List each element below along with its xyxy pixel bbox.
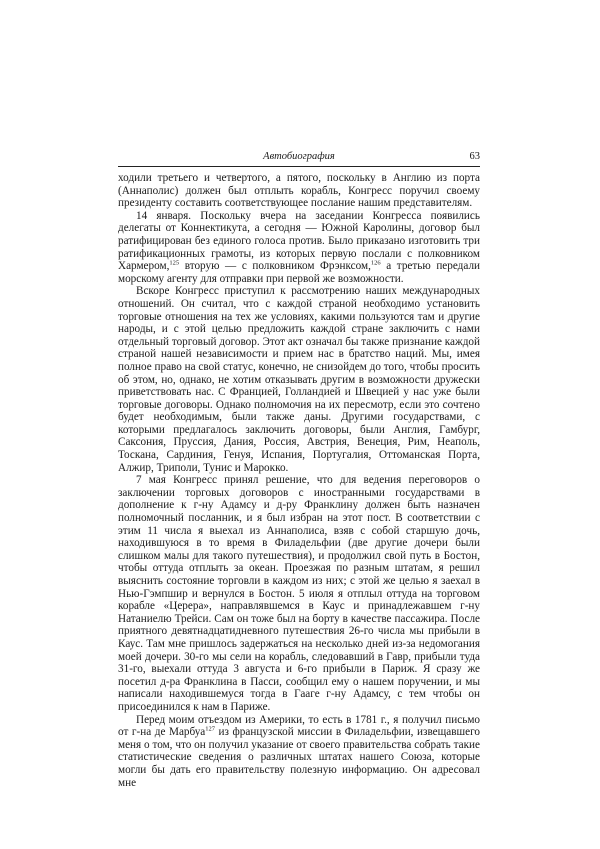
paragraph-january-14: 14 января. Поскольку вчера на заседании Конгресса появились делегаты от Коннектикута, а сегодня — Южной Каролины, договор был ратифицирован без единого голоса против. Было приказано изготовить три ратификационных грамоты, из которых первую послали с полковником Хармером,$^{125}$ вторую — с полковником Фрэнксом,$^{126}$ а третью передали морскому агенту для отправки при первой же возможности. (118, 209, 481, 285)
running-header (118, 150, 480, 167)
paragraph-international-relations: Вскоре Конгресс приступил к рассмотрению наших международных отношений. Он считал, что с каждой страной необходимо установить торговые отношения на тех же условиях, какими пользуются там и другие народы, и с этой целью предложить каждой стране заключить с нами отдельный торговый договор. Этот акт означал бы также признание каждой страной нашей независимости и прием нас в братство наций. Мы, имея полное право на свой статус, конечно, не снизойдем до того, чтобы просить об этом, но, однако, не хотим отказывать другим в возможности дружески приветствовать нас. С Францией, Голландией и Швецией у нас уже были торговые договоры. Однако полномочия на их пересмотр, если это сочтено будет необходимым, были также даны. Другими государствами, с которыми предлагалось заключить договоры, были Англия, Гамбург, Саксония, Пруссия, Дания, Россия, Австрия, Венеция, Рим, Неаполь, Тоскана, Сардиния, Генуя, Испания, Португалия, Оттоманская Порта, Алжир, Триполи, Тунис и Марокко. (118, 285, 480, 474)
paragraph-before-departure: Перед моим отъездом из Америки, то есть в 1781 г., я получил письмо от г-на де Марбуа$^{127}$ из французской миссии в Филадельфии, извещавшего меня о том, что он получил указание от своего правительства собрать такие статистические сведения о различных штатах нашего Союза, которые могли бы дать его правительству полезную информацию. Он адресовал мне (118, 713, 480, 789)
footnote-ref-125: 125 (169, 259, 180, 267)
paragraph-may-7: 7 мая Конгресс принял решение, что для ведения переговоров о заключении торговых договоров с иностранными государствами в дополнение к г-ну Адамсу и д-ру Франклину должен быть назначен полномочный посланник, и я был избран на этот пост. В соответствии с этим 11 числа я выехал из Аннаполиса, взяв с собой старшую дочь, находившуюся в то время в Филадельфии (две другие дочери были слишком малы для такого путешествия), и продолжил свой путь в Бостон, чтобы оттуда отплыть за океан. Проезжая по разным штатам, я решил выяснить состояние торговли в каждом из них; с этой же целью я заехал в Нью-Гэмпшир и вернулся в Бостон. 5 июля я отплыл оттуда на торговом корабле «Церера», направлявшемся в Каус и принадлежавшем г-ну Натаниелю Трейси. Сам он тоже был на борту в качестве пассажира. После приятного девятнадцатидневного путешествия 26-го числа мы прибыли в Каус. Там мне пришлось задержаться на несколько дней из-за недомогания моей дочери. 30-го мы сели на корабль, следовавший в Гавр, прибыли туда 31-го, выехали оттуда 3 августа и 6-го прибыли в Париж. Я сразу же посетил д-ра Франклина в Пасси, сообщил ему о нашем поручении, и мы написали находившемуся тогда в Гааге г-ну Адамсу, с тем чтобы он присоединился к нам в Париже. (118, 474, 480, 713)
running-title: Автобиография (263, 151, 335, 162)
footnote-ref-127: 127 (205, 725, 215, 733)
page-number: 63 (469, 151, 480, 162)
body-text (118, 172, 480, 789)
paragraph-continuation: ходили третьего и четвертого, а пятого, поскольку в Англию из порта (Аннаполис) должен был отплыть корабль, Конгресс поручил своему президенту составить соответствующее послание нашим представителям. (118, 172, 480, 210)
footnote-ref-126: 126 (370, 259, 381, 267)
